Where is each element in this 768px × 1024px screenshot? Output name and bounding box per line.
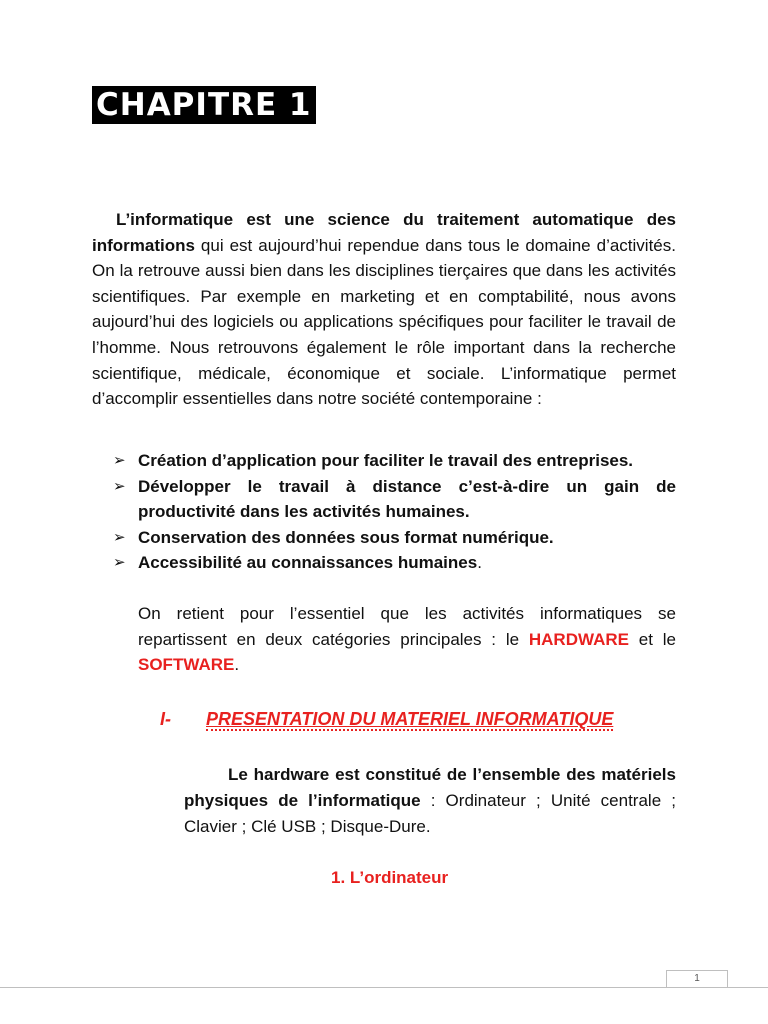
section-number: I- [160,709,171,729]
list-item [113,550,676,576]
hardware-text: : Ordinateur ; Unité centrale ; Clavier ; Clé USB ; Disque-Dure. [184,791,676,836]
categories-text: On retient pour l’essentiel que les activités informatiques se repartissent en deux catégories principales : le [138,604,676,649]
subsection-heading: 1. L’ordinateur [331,868,449,887]
hardware-bold-lead: Le hardware est constitué de l’ensemble des matériels physiques de l’informatique [184,765,676,810]
categories-text-end: . [234,655,240,675]
arrow-bullet-icon: ➢ [113,476,126,495]
arrow-bullet-icon: ➢ [113,527,126,546]
section-title: PRESENTATION DU MATERIEL INFORMATIQUE [206,709,614,729]
page-number: 1 [666,970,728,987]
list-item [113,474,676,525]
bullet-text: Création d’application pour faciliter le travail des entreprises. [138,451,634,470]
bullet-text: Développer le travail à distance c’est-à-dire un gain de productivité dans les activités humaines. [138,476,676,522]
categories-paragraph [138,601,676,678]
list-item [113,525,676,551]
list-item [113,448,676,474]
bullet-list [113,448,676,576]
section-heading [160,706,660,732]
hardware-keyword: HARDWARE [528,629,629,649]
categories-text-middle: et le [628,629,676,649]
arrow-bullet-icon: ➢ [113,451,126,469]
arrow-outline-bullet-icon: ➢ [113,553,126,572]
software-keyword: SOFTWARE [138,655,235,675]
intro-text: qui est aujourd’hui rependue dans tous le domaine d’activités. On la retrouve aussi bien dans les disciplines tierçaires que dans les activités scientifiques. Par exemple en marketing et en comptabilité, nous avons aujourd’hui des logiciels ou applications spécifiques pour faciliter le travail de l’homme. Nous retrouvons également le rôle important dans la recherche scientifique, médicale, économique et sociale. L’informatique permet d’accomplir essentielles dans notre société contemporaine : [92,235,676,409]
bullet-text: Accessibilité au connaissances humaines [138,553,478,573]
footer-divider [0,987,768,988]
bullet-suffix: . [477,553,482,573]
bullet-text: Conservation des données sous format numérique. [138,527,554,547]
intro-paragraph [92,207,676,412]
hardware-paragraph [184,762,676,840]
intro-bold-lead: L’informatique est une science du traitement automatique des informations [92,210,676,255]
chapter-title: CHAPITRE 1 [92,86,316,124]
